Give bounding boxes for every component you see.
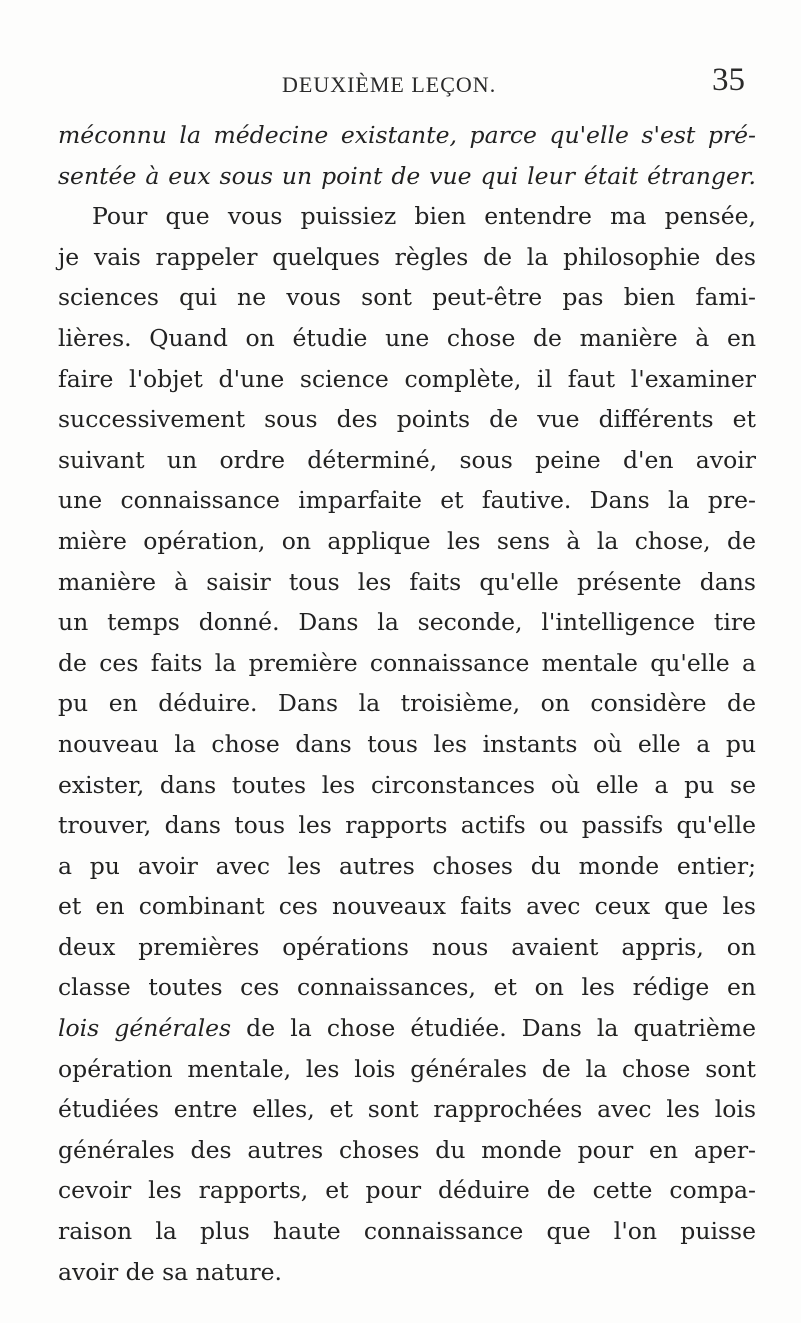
text-run: suivant un ordre déterminé, sous peine d'en avoir — [58, 445, 756, 474]
text-run: étudiées entre elles, et sont rapprochées avec les lois — [58, 1095, 756, 1124]
text-line — [58, 765, 756, 806]
text-line — [58, 643, 756, 684]
text-run: faire l'objet d'une science complète, il faut l'examiner — [58, 364, 756, 393]
text-run: pu en déduire. Dans la troisième, on considère de — [58, 689, 756, 718]
text-line — [58, 927, 756, 968]
running-head: DEUXIÈME LEÇON. — [282, 72, 497, 97]
text-line — [58, 237, 756, 278]
text-run: manière à saisir tous les faits qu'elle présente dans — [58, 567, 756, 596]
text-run: nouveau la chose dans tous les instants où elle a pu — [58, 729, 756, 758]
text-run: de ces faits la première connaissance mentale qu'elle a — [58, 648, 756, 677]
text-line — [58, 277, 756, 318]
italic-text: lois générales — [58, 1014, 232, 1043]
text-run: mière opération, on applique les sens à la chose, de — [58, 526, 756, 555]
italic-text: méconnu la médecine existante, parce qu'elle s'est pré- — [58, 121, 756, 149]
text-line — [58, 1170, 756, 1211]
text-run: sciences qui ne vous sont peut-être pas bien fami- — [58, 283, 756, 312]
text-line — [58, 967, 756, 1008]
text-run: je vais rappeler quelques règles de la philosophie des — [58, 242, 756, 271]
text-line — [58, 1049, 756, 1090]
text-run: classe toutes ces connaissances, et on les rédige en — [58, 973, 756, 1002]
text-line — [58, 562, 756, 603]
text-run: Pour que vous puissiez bien entendre ma pensée, — [92, 202, 756, 231]
text-run: un temps donné. Dans la seconde, l'intelligence tire — [58, 608, 756, 637]
text-line — [58, 724, 756, 765]
page-number: 35 — [712, 62, 745, 98]
text-line — [58, 1089, 756, 1130]
text-line — [58, 399, 756, 440]
text-run: générales des autres choses du monde pour en aper- — [58, 1135, 756, 1164]
text-line — [58, 1211, 756, 1252]
text-run: de la chose étudiée. Dans la quatrième — [231, 1014, 756, 1043]
text-run: opération mentale, les lois générales de la chose sont — [58, 1054, 756, 1083]
text-run: deux premières opérations nous avaient appris, on — [58, 932, 756, 961]
text-line — [58, 196, 756, 237]
text-line — [58, 805, 756, 846]
text-run: et en combinant ces nouveaux faits avec ceux que les — [58, 892, 756, 921]
text-line — [58, 115, 756, 156]
body-text — [58, 115, 756, 1292]
text-line — [58, 318, 756, 359]
text-line — [58, 846, 756, 887]
text-run: successivement sous des points de vue différents et — [58, 405, 756, 434]
text-run: trouver, dans tous les rapports actifs ou passifs qu'elle — [58, 811, 756, 840]
text-line — [58, 359, 756, 400]
text-run: une connaissance imparfaite et fautive. Dans la pre- — [58, 486, 756, 515]
text-line — [58, 156, 756, 197]
text-run: lières. Quand on étudie une chose de manière à en — [58, 323, 756, 352]
text-run: exister, dans toutes les circonstances où elle a pu se — [58, 770, 756, 799]
text-line — [58, 480, 756, 521]
text-run: avoir de sa nature. — [58, 1257, 282, 1286]
text-line — [58, 1130, 756, 1171]
text-line — [58, 683, 756, 724]
text-line — [58, 1008, 756, 1049]
text-line — [58, 521, 756, 562]
text-line — [58, 440, 756, 481]
text-line — [58, 1252, 756, 1293]
text-line — [58, 886, 756, 927]
text-run: cevoir les rapports, et pour déduire de cette compa- — [58, 1176, 756, 1205]
text-line — [58, 602, 756, 643]
text-run: a pu avoir avec les autres choses du monde entier; — [58, 851, 756, 880]
italic-text: sentée à eux sous un point de vue qui leur était étranger. — [58, 161, 756, 190]
text-run: raison la plus haute connaissance que l'on puisse — [58, 1217, 756, 1246]
